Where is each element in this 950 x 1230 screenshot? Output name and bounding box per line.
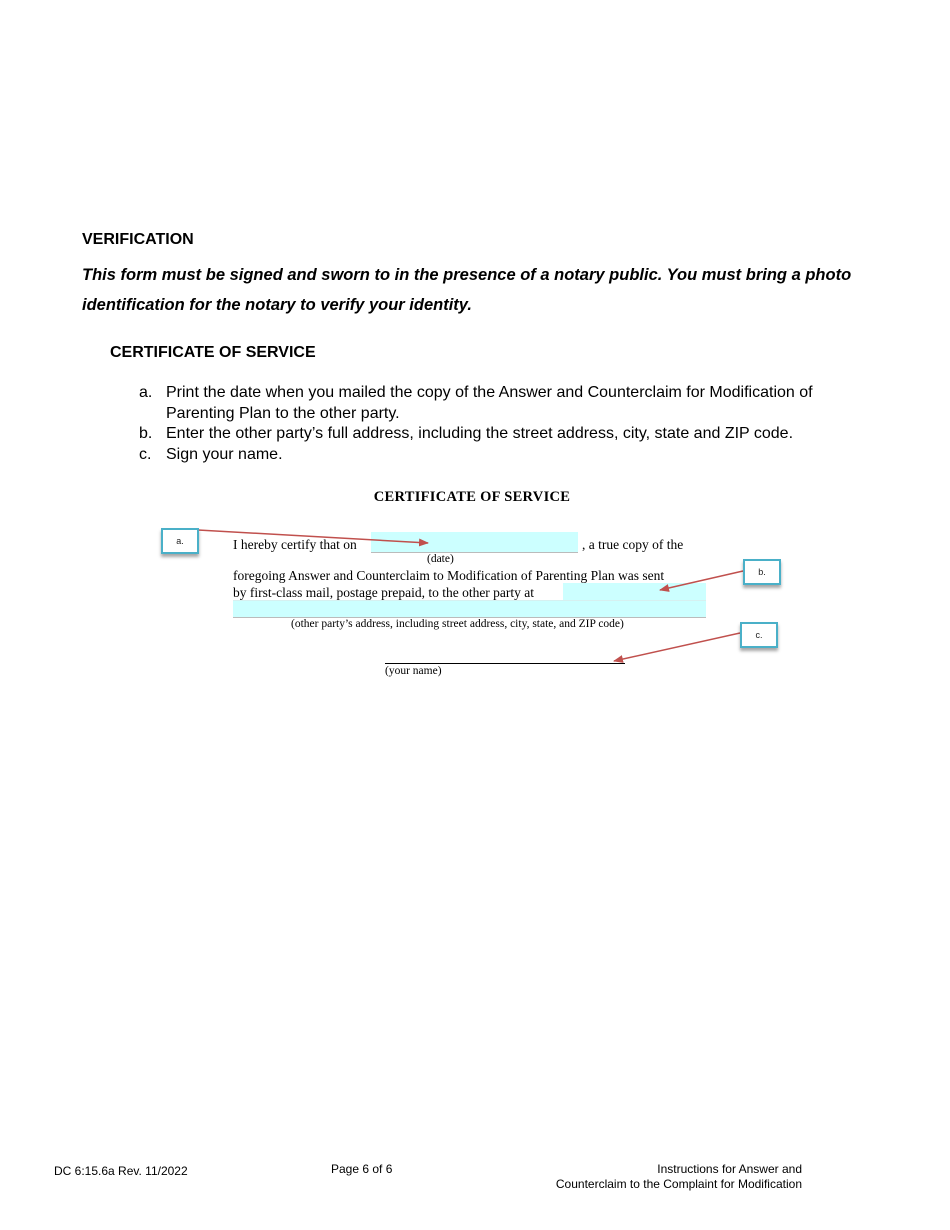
- document-title-line1: Instructions for Answer and: [657, 1162, 802, 1176]
- callout-b: b.: [743, 559, 781, 585]
- address-label: (other party’s address, including street address, city, state, and ZIP code): [291, 618, 624, 630]
- callout-a: a.: [161, 528, 199, 554]
- document-title-line2: Counterclaim to the Complaint for Modification: [555, 1177, 802, 1191]
- step-text: Enter the other party’s full address, including the street address, city, state and ZIP code.: [166, 425, 794, 442]
- step-letter: b.: [139, 425, 153, 442]
- your-name-label: (your name): [385, 665, 442, 677]
- step-text: Sign your name.: [166, 445, 283, 463]
- true-copy-text: , a true copy of the: [582, 537, 684, 552]
- document-title: [540, 1162, 802, 1192]
- form-example-title: CERTIFICATE OF SERVICE: [373, 489, 571, 505]
- date-label: (date): [427, 553, 454, 565]
- verification-heading: VERIFICATION: [82, 231, 194, 248]
- verification-note: This form must be signed and sworn to in the presence of a notary public. You must bring a photo identification for the notary to verify your identity.: [82, 266, 852, 314]
- mail-text: by first-class mail, postage prepaid, to the other party at: [233, 585, 535, 600]
- arrow-c: [614, 633, 740, 661]
- certificate-of-service-heading: CERTIFICATE OF SERVICE: [110, 344, 316, 361]
- arrow-b: [660, 571, 743, 590]
- arrow-a: [198, 530, 428, 543]
- page-number: Page 6 of 6: [331, 1162, 393, 1176]
- step-text: Print the date when you mailed the copy of the Answer and Counterclaim for Modification of Parenting Plan to the other party.: [166, 384, 813, 422]
- callout-c: c.: [740, 622, 778, 648]
- form-id: DC 6:15.6a Rev. 11/2022: [54, 1164, 188, 1178]
- step-letter: a.: [139, 384, 153, 401]
- certify-text: I hereby certify that on: [233, 537, 357, 552]
- foregoing-text: foregoing Answer and Counterclaim to Modification of Parenting Plan was sent: [233, 568, 665, 583]
- step-letter: c.: [139, 445, 152, 463]
